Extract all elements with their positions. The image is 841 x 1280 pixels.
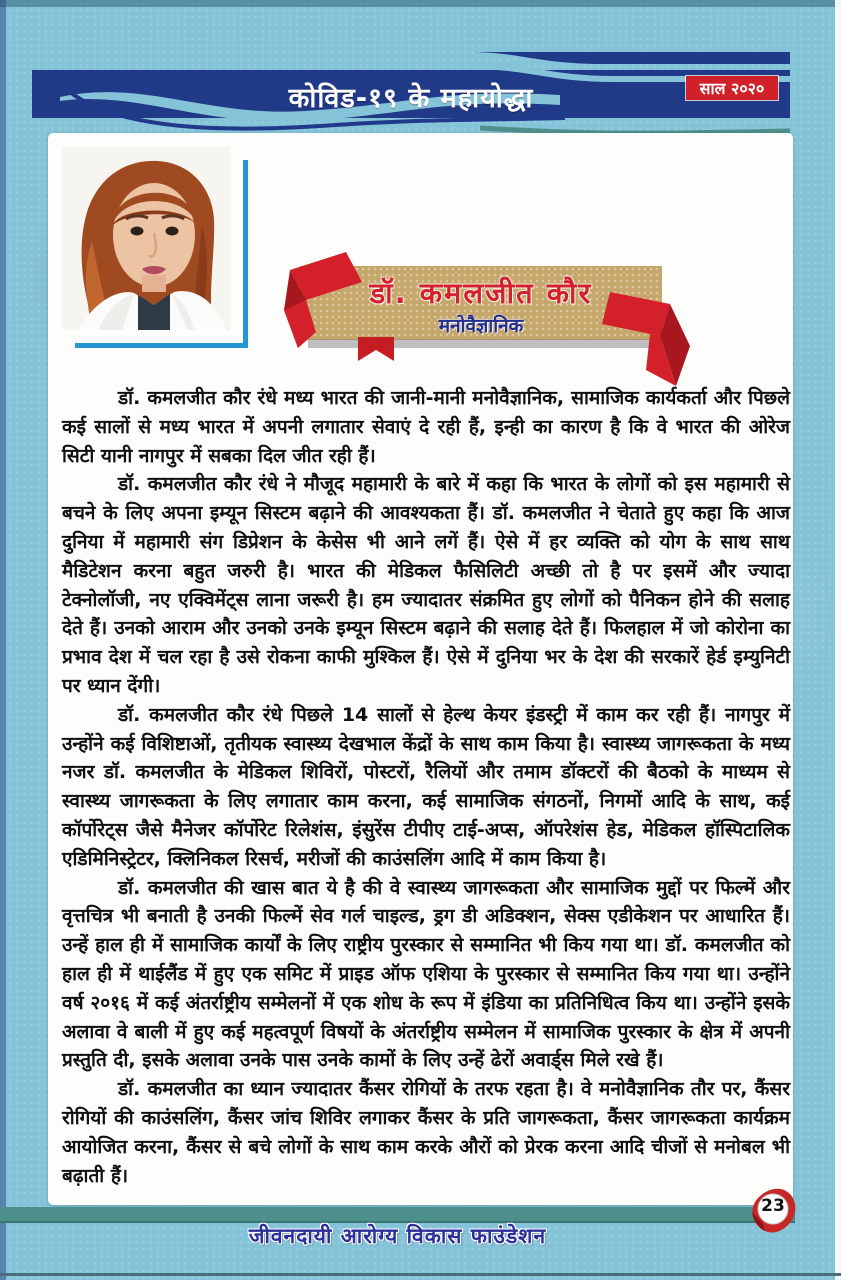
profile-role: मनोवैज्ञानिक (438, 315, 524, 337)
article-paragraph: डॉ. कमलजीत की खास बात ये है की वे स्वास्थ्य जागरूकता और सामाजिक मुद्दों पर फिल्में और वृत्तचित्र भी बनाती है उनकी फिल्में सेव गर्ल चाइल्ड, ड्रग डी अडिक्शन, सेक्स एडीकेशन पर आधारित हैं। उन्हें हाल ही में सामाजिक कार्यों के लिए राष्ट्रीय पुरस्कार से सम्मानित भी किय गया था। डॉ. कमलजीत को हाल ही में थाईलैंड में हुए एक समिट में प्राइड ऑफ एशिया के पुरस्कार से सम्मानित किय गया था। उन्होंने वर्ष २०१६ में कई अंतर्राष्ट्रीय सम्मेलनों में एक शोध के रूप में इंडिया का प्रतिनिधित्व किय था। उन्होंने इसके अलावा वे बाली में हुए कई महत्वपूर्ण विषयों के अंतर्राष्ट्रीय सम्मेलन में सामाजिक पुरस्कार के क्षेत्र में अपनी प्रस्तुति दी, इसके अलावा उनके पास उनके कामों के लिए उन्हें ढेरों अवार्ड्स मिले रखे हैं। (62, 876, 790, 1072)
ribbon-right-icon (600, 290, 692, 394)
article-paragraph: डॉ. कमलजीत का ध्यान ज्यादातर कैंसर रोगियों के तरफ रहता है। वे मनोवैज्ञानिक तौर पर, कैंसर रोगियों की काउंसलिंग, कैंसर जांच शिविर लगाकर कैंसर के प्रति जागरूकता, कैंसर जागरूकता कार्यक्रम आयोजित करना, कैंसर से बचे लोगों के साथ काम करके औरों को प्रेरक करना आदि चीजों से मनोबल भी बढ़ाती हैं। (62, 1078, 790, 1187)
profile-name: डॉ. कमलजीत कौर (369, 276, 593, 310)
article-paragraph: डॉ. कमलजीत कौर रंधे ने मौजूद महामारी के बारे में कहा कि भारत के लोगों को इस महामारी से बचने के लिए अपना इम्यून सिस्टम बढ़ाने की आवश्यकता हैं। डॉ. कमलजीत ने चेताते हुए कहा कि आज दुनिया में महामारी संग डिप्रेशन के केसेस भी आने लगें हैं। ऐसे में हर व्यक्ति को योग के साथ साथ मैडिटेशन करना बहुत जरुरी है। भारत की मेडिकल फैसिलिटी अच्छी तो है पर इसमें और ज्यादा टेक्नोलॉजी, नए एक्विमेंट्स लाना जरूरी है। हम ज्यादातर संक्रमित हुए लोगों को पैनिकन होने की सलाह देते हैं। उनको आराम और उनको उनके इम्यून सिस्टम बढ़ाने की सलाह देते हैं। फिलहाल में जो कोरोना का प्रभाव देश में चल रहा है उसे रोकना काफी मुश्किल हैं। ऐसे में दुनिया भर के देश की सरकारें हेर्ड इम्युनिटी पर ध्यान देंगी। (62, 473, 790, 697)
page-number-badge (748, 1186, 798, 1236)
year-badge: साल २०२० (686, 76, 778, 100)
page-title: कोविड-१९ के महायोद्धा (288, 83, 534, 114)
article-paragraph: डॉ. कमलजीत कौर रंधे पिछले 14 सालों से हेल्थ केयर इंडस्ट्री में काम कर रही हैं। नागपुर में उन्होंने कई विशिष्टाओं, तृतीयक स्वास्थ्य देखभाल केंद्रों के साथ काम किया है। स्वास्थ्य जागरूकता के मध्य नजर डॉ. कमलजीत के मेडिकल शिविरों, पोस्टरों, रैलियों और तमाम डॉक्टरों की बैठको के माध्यम से स्वास्थ्य जागरूकता के लिए लगातार काम करना, कई सामाजिक संगठनों, निगमों आदि के साथ, कई कॉर्पोरेट्स जैसे मैनेजर कॉर्पोरेट रिलेशंस, इंसुरेंस टीपीए टाई-अप्स, ऑपरेशंस हेड, मेडिकल हॉस्पिटालिक एडिमिनिस्ट्रेटर, क्लिनिकल रिसर्च, मरीजों की काउंसलिंग आदि में काम किया है। (62, 703, 790, 870)
name-banner (300, 266, 662, 340)
article-paragraph: डॉ. कमलजीत कौर रंधे मध्य भारत की जानी-मानी मनोवैज्ञानिक, सामाजिक कार्यकर्ता और पिछले कई सालों से मध्य भारत में अपनी लगातार सेवाएं दे रही हैं, इन्ही का कारण है कि वे भारत की ओरेज सिटी यानी नागपुर में सबका दिल जीत रही हैं। (62, 387, 790, 467)
page-bottom-edge (0, 1273, 841, 1276)
article-body (62, 384, 790, 1190)
footer-organization: जीवनदायी आरोग्य विकास फाउंडेशन (248, 1224, 547, 1248)
profile-photo (62, 147, 230, 330)
footer-divider-band (0, 1207, 795, 1223)
portrait-illustration (62, 147, 230, 330)
ribbon-fold-icon (358, 337, 394, 361)
page-number: 23 (761, 1196, 785, 1216)
